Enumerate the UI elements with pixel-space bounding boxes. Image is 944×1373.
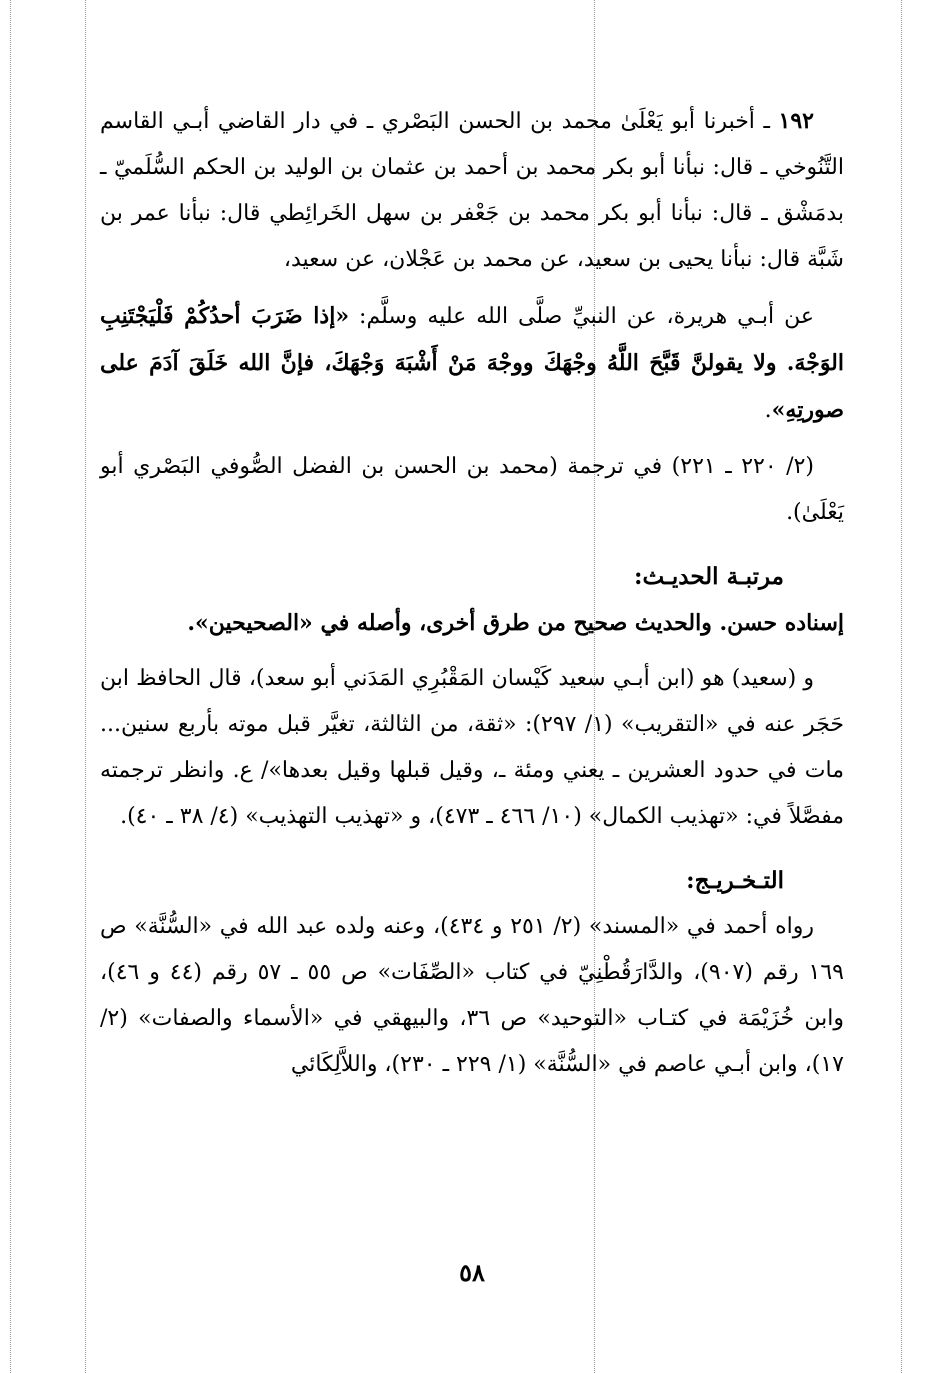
grade-heading: مرتبـة الحديـث: — [634, 563, 784, 590]
grade-text: إسناده حسن. والحديث صحيح من طرق أخرى، وأصله في «الصحيحين». — [187, 610, 844, 636]
matn-intro: عن أبـي هريرة، عن النبيِّ صلَّى الله عليه وسلَّم: — [349, 304, 814, 329]
matn-text: «إذا ضَرَبَ أحدُكُمْ فَلْيَجْتَنِبِ الوَجْهَ. ولا يقولنَّ قَبَّحَ اللَّهُ وجْهَكَ ووجْهَ مَنْ أَشْبَهَ وَجْهَكَ، فإنَّ الله خَلَقَ آدَمَ على صورتِهِ» — [100, 303, 844, 423]
isnad-text: ـ أخبرنا أبو يَعْلَىٰ محمد بن الحسن البَصْري ـ في دار القاضي أبـي القاسم التَّنُوخي ـ قال: نبأنا أبو بكر محمد بن أحمد بن عثمان بن الوليد بن الحكم السُّلَميّ ـ بدمَشْق ـ قال: نبأنا أبو بكر محمد بن جَعْفر بن سهل الخَرائِطي قال: نبأنا عمر بن شَبَّة قال: نبأنا يحيى بن سعيد، عن محمد بن عَجْلان، عن سعيد، — [100, 109, 844, 272]
narrator-note: و (سعيد) هو (ابن أبـي سعيد كَيْسان المَقْبُرِي المَدَني أبو سعد)، قال الحافظ ابن حَجَر عنه في «التقريب» (١/ ٢٩٧): «ثقة، من الثالثة، تغيَّر قبل موته بأربع سنين... مات في حدود العشرين ـ يعني ومئة ـ، وقيل قبلها وقيل بعدها»/ ع. وانظر ترجمته مفصَّلاً في: «تهذيب الكمال» (١٠/ ٤٦٦ ـ ٤٧٣)، و «تهذيب التهذيب» (٤/ ٣٨ ـ ٤٠). — [100, 666, 844, 829]
takhrij-heading: التـخـريـج: — [686, 867, 784, 894]
page-body — [100, 98, 844, 1088]
hadith-matn — [100, 293, 844, 434]
scan-margin-line — [10, 0, 11, 1373]
scan-margin-line — [901, 0, 902, 1373]
source-reference: (٢/ ٢٢٠ ـ ٢٢١) في ترجمة (محمد بن الحسن بن الفضل الصُّوفي البَصْري أبو يَعْلَىٰ). — [100, 454, 844, 525]
matn-end: . — [764, 398, 772, 423]
hadith-number: ١٩٢ — [778, 108, 814, 134]
scan-margin-line — [85, 0, 86, 1373]
hadith-chain — [100, 98, 844, 283]
page-number: ٥٨ — [459, 1258, 485, 1287]
takhrij-text: رواه أحمد في «المسند» (٢/ ٢٥١ و ٤٣٤)، وعنه ولده عبد الله في «السُّنَّة» ص ١٦٩ رقم (٩٠٧)، والدَّارَقُطْنِيّ في كتاب «الصِّفَات» ص ٥٥ ـ ٥٧ رقم (٤٤ و ٤٦)، وابن خُزَيْمَة في كتـاب «التوحيد» ص ٣٦، والبيهقي في «الأسماء والصفات» (٢/ ١٧)، وابن أبـي عاصم في «السُّنَّة» (١/ ٢٢٩ ـ ٢٣٠)، واللاَّلِكَائي — [100, 914, 844, 1077]
